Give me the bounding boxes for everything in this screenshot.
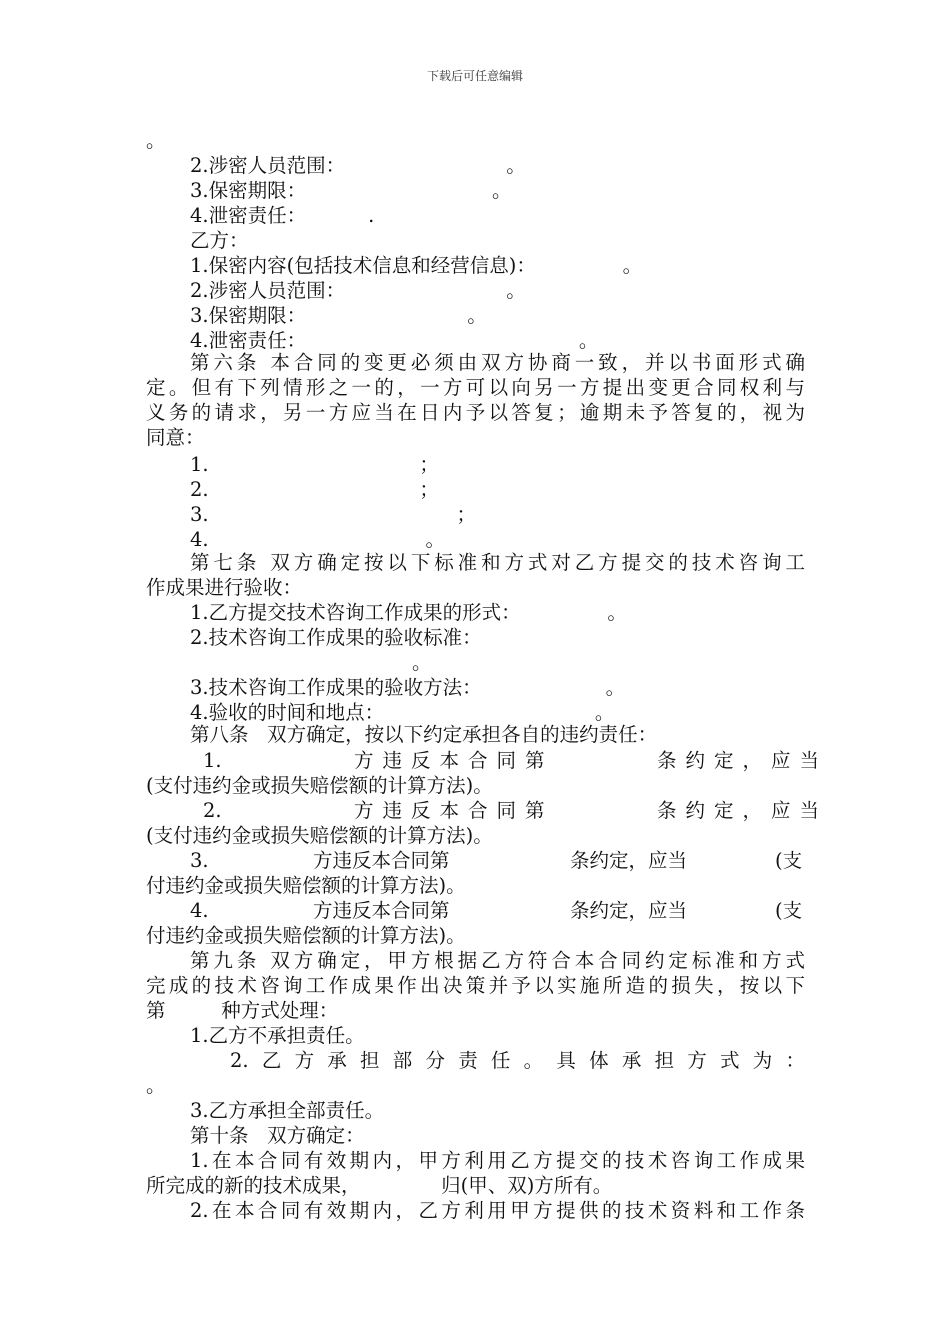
text-line: 3.乙方承担全部责任。 xyxy=(190,1099,385,1122)
text-line: 3. ； xyxy=(190,503,477,526)
text-line: 2.在本合同有效期内，乙方利用甲方提供的技术资料和工作条 xyxy=(190,1199,805,1222)
text-line: 所完成的新的技术成果， 归(甲、双)方所有。 xyxy=(146,1174,613,1197)
text-line: 条约定，应当 xyxy=(657,799,829,822)
text-line: 方违反本合同第 xyxy=(313,849,450,872)
text-line: 义务的请求，另一方应当在日内予以答复；逾期未予答复的，视为 xyxy=(146,401,805,424)
text-line: 付违约金或损失赔偿额的计算方法)。 xyxy=(146,924,466,947)
text-line: 4.泄密责任： 。 xyxy=(190,329,599,352)
text-line: 定。但有下列情形之一的，一方可以向另一方提出变更合同权利与 xyxy=(146,376,805,399)
text-line: 乙方： xyxy=(190,229,249,252)
text-line: 第八条 双方确定，按以下约定承担各自的违约责任： xyxy=(190,723,658,746)
text-line: 3.保密期限： 。 xyxy=(190,179,512,202)
text-line: 。 xyxy=(146,1074,166,1097)
text-line: 第七条 双方确定按以下标准和方式对乙方提交的技术咨询工 xyxy=(190,551,805,574)
text-line: (支付违约金或损失赔偿额的计算方法)。 xyxy=(146,824,493,847)
text-line: 4. xyxy=(190,899,209,922)
text-line: 2.技术咨询工作成果的验收标准： xyxy=(190,626,482,649)
text-line: 同意： xyxy=(146,426,205,449)
text-line: 4. 。 xyxy=(190,528,446,551)
text-line: 完成的技术咨询工作成果作出决策并予以实施所造的损失，按以下 xyxy=(146,974,805,997)
text-line: 2.涉密人员范围： 。 xyxy=(190,279,526,302)
text-line: 第九条 双方确定，甲方根据乙方符合本合同约定标准和方式 xyxy=(190,949,805,972)
text-line: 2.涉密人员范围： 。 xyxy=(190,154,526,177)
text-line: 1.乙方不承担责任。 xyxy=(190,1024,365,1047)
text-line: 2.乙方承担部分责任。具体承担方式为： xyxy=(230,1049,805,1072)
text-line: 第 种方式处理： xyxy=(146,999,339,1022)
text-line: 条约定，应当 xyxy=(657,749,829,772)
text-line: 方违反本合同第 xyxy=(354,749,554,772)
text-line: 付违约金或损失赔偿额的计算方法)。 xyxy=(146,874,466,897)
text-line: 4.泄密责任： . xyxy=(190,204,375,227)
text-line: 1.在本合同有效期内，甲方利用乙方提交的技术咨询工作成果 xyxy=(190,1149,805,1172)
text-line: (支 xyxy=(775,849,803,872)
text-line: (支 xyxy=(775,899,803,922)
text-line: 3. xyxy=(190,849,209,872)
text-line: 作成果进行验收： xyxy=(146,576,303,599)
text-line: 方违反本合同第 xyxy=(354,799,554,822)
text-line: 第十条 双方确定： xyxy=(190,1124,365,1147)
text-line: 1. ； xyxy=(190,453,439,476)
text-line: 条约定，应当 xyxy=(570,849,688,872)
text-line: 2. ； xyxy=(190,478,439,501)
text-line: 条约定，应当 xyxy=(570,899,688,922)
text-line: 方违反本合同第 xyxy=(313,899,450,922)
text-line: 1. xyxy=(203,749,222,772)
text-line: 1.乙方提交技术咨询工作成果的形式： 。 xyxy=(190,601,627,624)
text-line: 2. xyxy=(203,799,222,822)
text-line: (支付违约金或损失赔偿额的计算方法)。 xyxy=(146,774,493,797)
text-line: 4.验收的时间和地点： 。 xyxy=(190,701,615,724)
page-header: 下载后可任意编辑 xyxy=(426,69,523,83)
text-line: 3.技术咨询工作成果的验收方法： 。 xyxy=(190,676,626,699)
text-line: 。 xyxy=(412,651,432,674)
text-line: 第六条 本合同的变更必须由双方协商一致，并以书面形式确 xyxy=(190,351,805,374)
text-line: 1.保密内容(包括技术信息和经营信息)： 。 xyxy=(190,254,643,277)
text-line: 3.保密期限： 。 xyxy=(190,304,487,327)
text-line: 。 xyxy=(146,129,166,152)
